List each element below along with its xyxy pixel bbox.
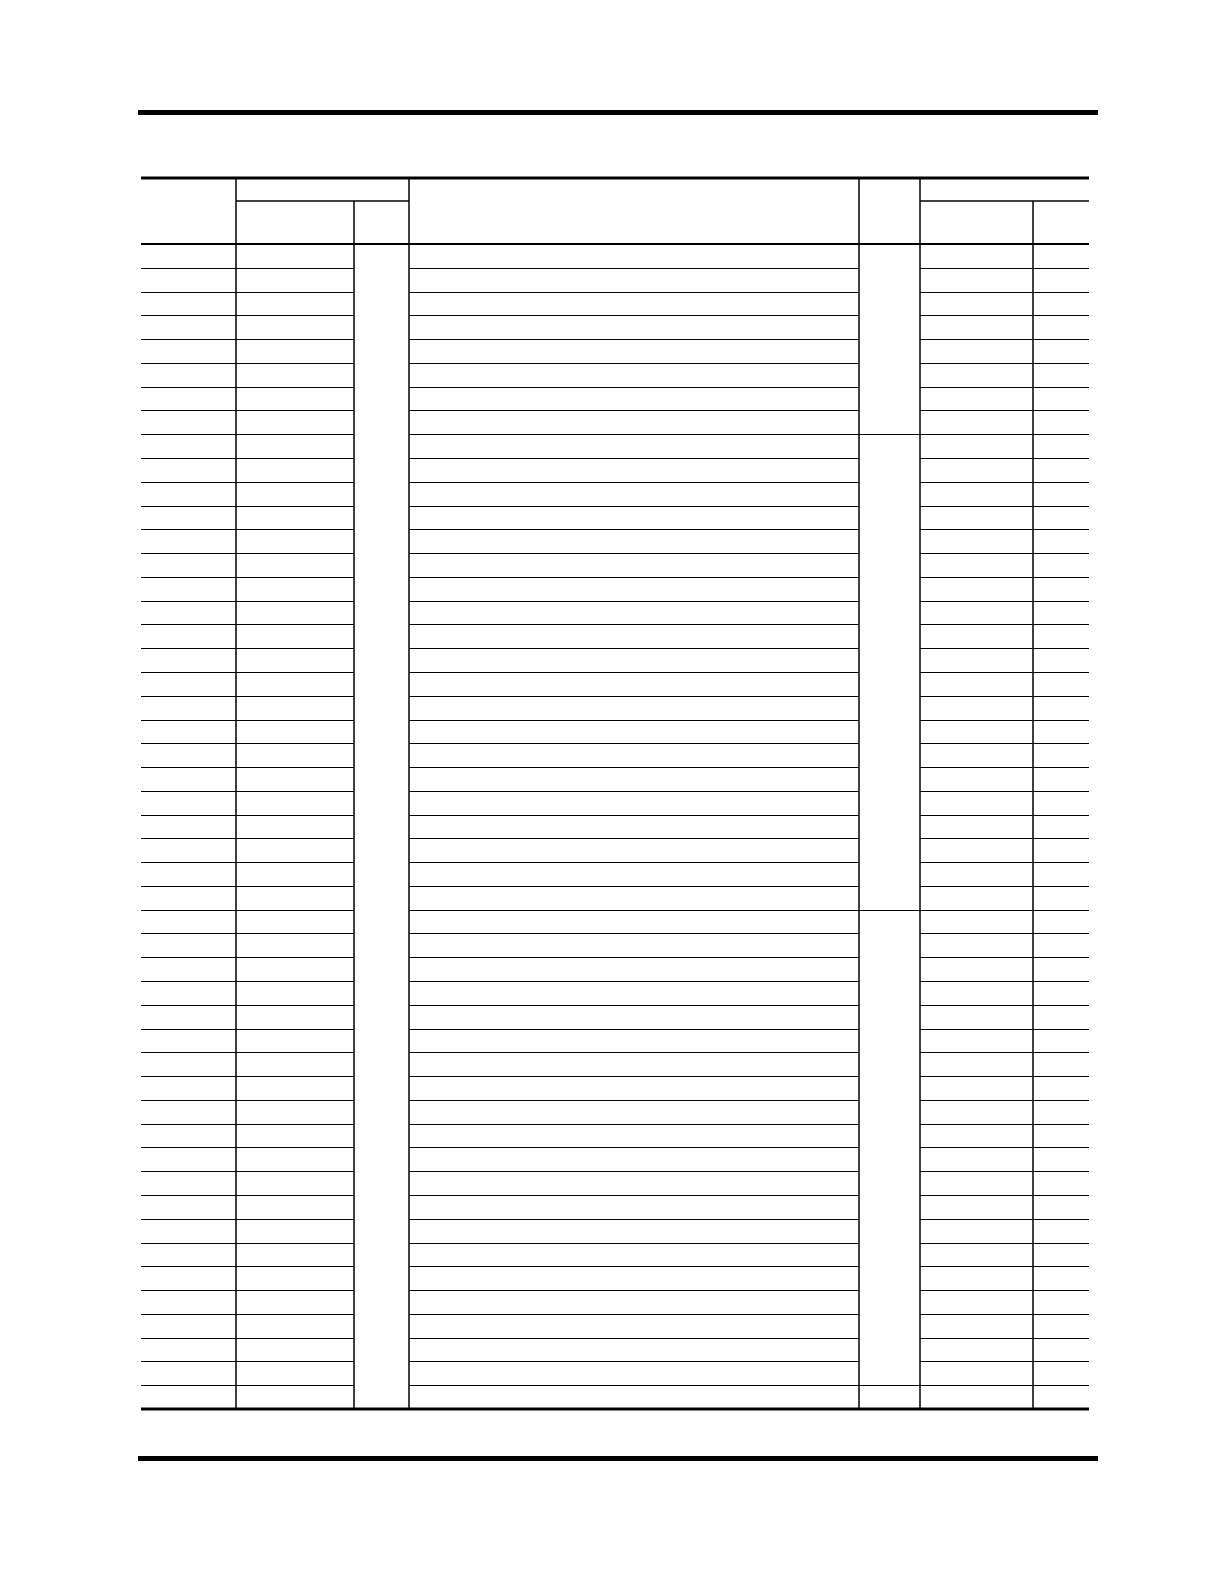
bottom-page-rule xyxy=(138,1456,1098,1461)
table-grid xyxy=(141,178,1089,1409)
